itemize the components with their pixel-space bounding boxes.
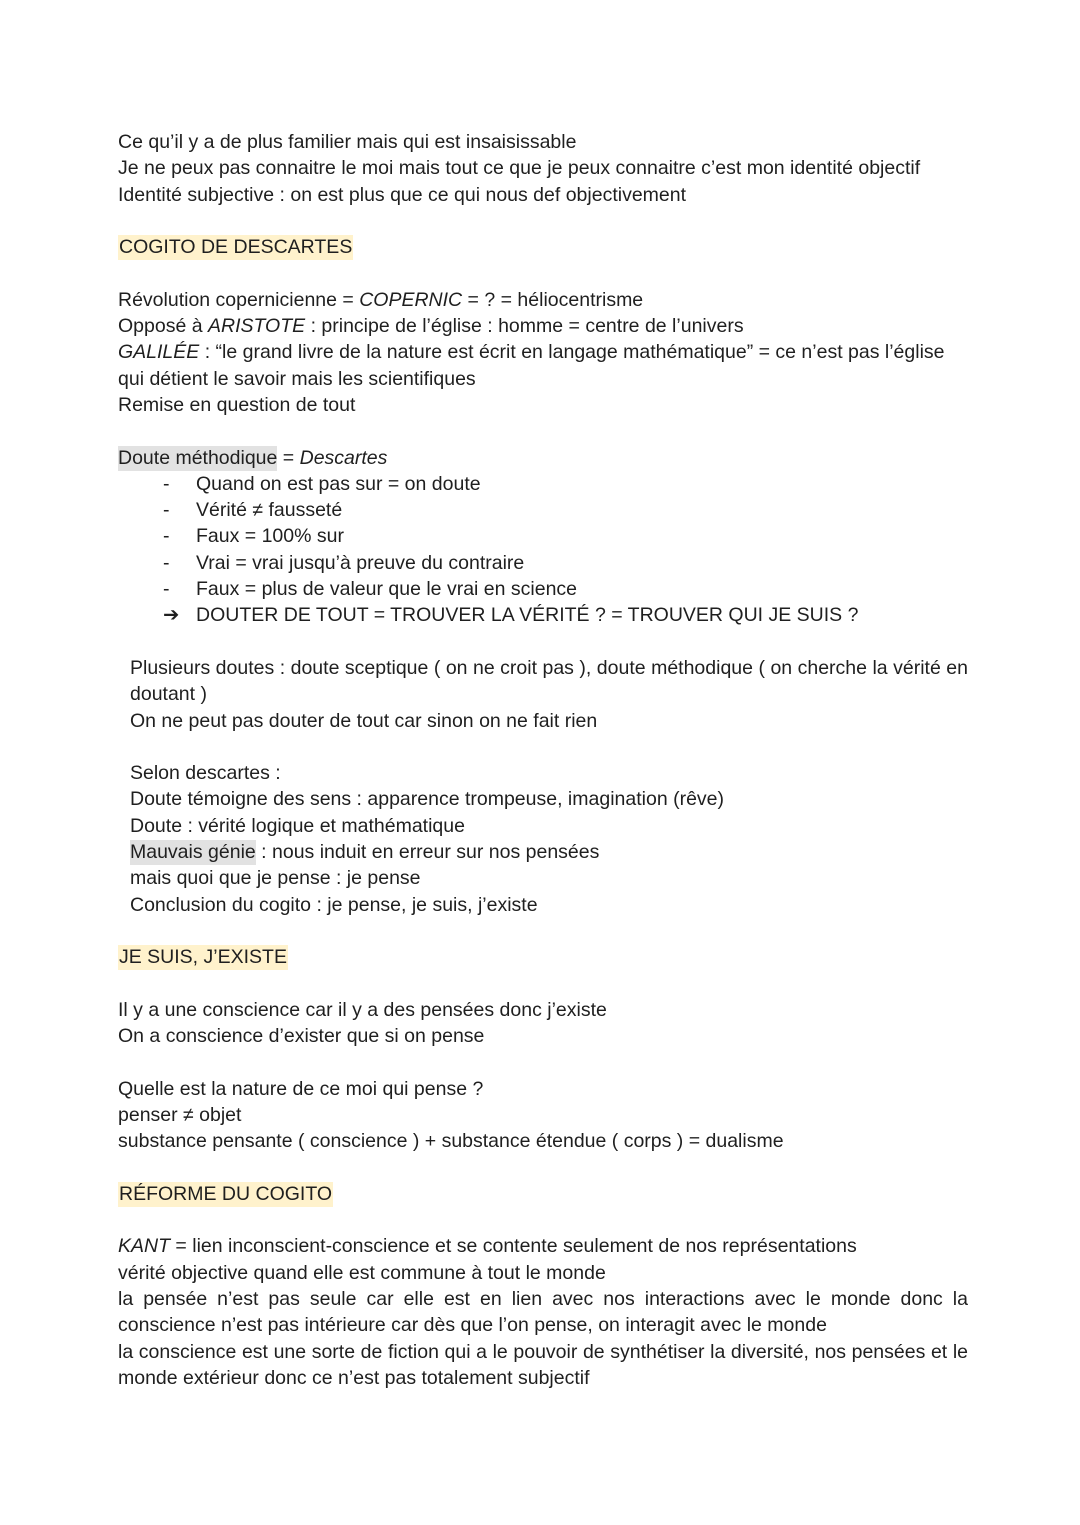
kant-line: KANT = lien inconscient-conscience et se contente seulement de nos représentations bbox=[118, 1235, 857, 1258]
mais-quoi-line: mais quoi que je pense : je pense bbox=[130, 867, 421, 890]
list-item: - Quand on est pas sur = on doute bbox=[118, 471, 968, 497]
penser-objet-line: penser ≠ objet bbox=[118, 1103, 242, 1126]
bullet-dash-icon: - bbox=[163, 551, 170, 574]
on-ne-peut-line: On ne peut pas douter de tout car sinon on ne fait rien bbox=[130, 709, 598, 732]
doute-bullet-list bbox=[118, 471, 968, 629]
document-page bbox=[118, 129, 968, 1391]
arrow-right-icon: ➔ bbox=[163, 604, 180, 627]
bullet-dash-icon: - bbox=[163, 472, 170, 495]
verite-objective-line: vérité objective quand elle est commune à tout le monde bbox=[118, 1261, 606, 1284]
bullet-dash-icon: - bbox=[163, 525, 170, 548]
section-heading-cogito bbox=[118, 234, 968, 260]
dualisme-line: substance pensante ( conscience ) + substance étendue ( corps ) = dualisme bbox=[118, 1130, 784, 1153]
list-item: - Faux = 100% sur bbox=[118, 523, 968, 549]
bullet-dash-icon: - bbox=[163, 499, 170, 522]
heading-highlight: COGITO DE DESCARTES bbox=[119, 236, 353, 259]
section-heading-je-suis bbox=[118, 944, 968, 970]
revolution-line: Révolution copernicienne = COPERNIC = ? = héliocentrisme bbox=[118, 288, 644, 311]
intro-line: Identité subjective : on est plus que ce qui nous def objectivement bbox=[118, 183, 687, 206]
comment-highlight: Mauvais génie bbox=[130, 841, 256, 864]
conscience-line: Il y a une conscience car il y a des pensées donc j’existe bbox=[118, 998, 607, 1021]
heading-highlight: JE SUIS, J’EXISTE bbox=[119, 946, 287, 969]
intro-line: Je ne peux pas connaitre le moi mais tout ce que je peux connaitre c’est mon identité objectif bbox=[118, 157, 921, 180]
pensee-paragraph: la pensée n’est pas seule car elle est en lien avec nos interactions avec le monde donc la conscience n’est pas intérieure car dès que l’on pense, on interagit avec le monde bbox=[118, 1288, 968, 1337]
list-item: - Faux = plus de valeur que le vrai en science bbox=[118, 576, 968, 602]
section-heading-reforme bbox=[118, 1181, 968, 1207]
list-item-arrow: ➔ DOUTER DE TOUT = TROUVER LA VÉRITÉ ? = TROUVER QUI JE SUIS ? bbox=[118, 602, 968, 628]
nature-question-line: Quelle est la nature de ce moi qui pense ? bbox=[118, 1077, 484, 1100]
list-item: - Vrai = vrai jusqu’à preuve du contraire bbox=[118, 550, 968, 576]
bullet-dash-icon: - bbox=[163, 578, 170, 601]
galilee-paragraph: GALILÉE : “le grand livre de la nature est écrit en langage mathématique” = ce n’est pas l’église qui détient le savoir mais les scientifiques bbox=[118, 341, 945, 390]
intro-line: Ce qu’il y a de plus familier mais qui est insaisissable bbox=[118, 131, 577, 153]
selon-descartes-line: Selon descartes : bbox=[130, 762, 281, 785]
oppose-line: Opposé à ARISTOTE : principe de l’église : homme = centre de l’univers bbox=[118, 315, 744, 338]
mauvais-genie-line: Mauvais génie : nous induit en erreur sur nos pensées bbox=[130, 841, 600, 864]
temoigne-line: Doute témoigne des sens : apparence trompeuse, imagination (rêve) bbox=[130, 788, 724, 811]
heading-highlight: RÉFORME DU COGITO bbox=[119, 1182, 333, 1205]
doute-methodique-line: Doute méthodique = Descartes bbox=[118, 446, 388, 469]
verite-logique-line: Doute : vérité logique et mathématique bbox=[130, 814, 465, 837]
list-item: - Vérité ≠ fausseté bbox=[118, 497, 968, 523]
fiction-paragraph: la conscience est une sorte de fiction qui a le pouvoir de synthétiser la diversité, nos pensées et le monde extérieur donc ce n’est pas totalement subjectif bbox=[118, 1340, 968, 1389]
remise-line: Remise en question de tout bbox=[118, 393, 356, 416]
conclusion-line: Conclusion du cogito : je pense, je suis, j’existe bbox=[130, 893, 538, 916]
comment-highlight: Doute méthodique bbox=[118, 446, 278, 469]
plusieurs-doutes-paragraph: Plusieurs doutes : doute sceptique ( on ne croit pas ), doute méthodique ( on cherche la vérité en doutant ) bbox=[130, 656, 968, 706]
conscience-line: On a conscience d’exister que si on pense bbox=[118, 1025, 485, 1048]
